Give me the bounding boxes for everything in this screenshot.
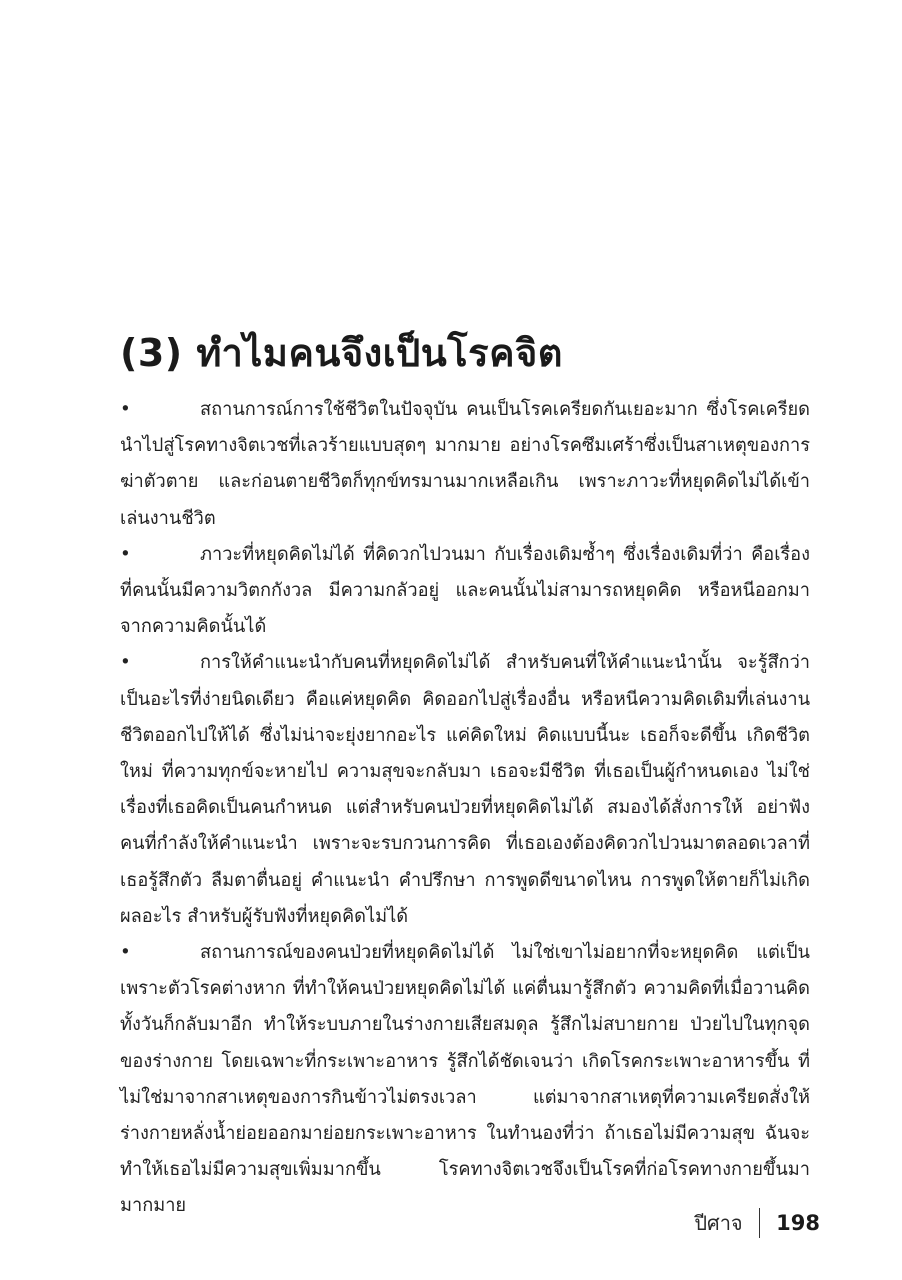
bullet-paragraph: [120, 537, 810, 646]
footer-divider: [759, 1208, 761, 1238]
running-title: ปีศาจ: [694, 1211, 743, 1235]
paragraph-text: สถานการณ์การใช้ชีวิตในปัจจุบัน คนเป็นโรคเครียดกันเยอะมาก ซึ่งโรคเครียดนำไปสู่โรคทางจิตเวชที่เลวร้ายแบบสุดๆ มากมาย อย่างโรคซึมเศร้าซึ่งเป็นสาเหตุของการฆ่าตัวตาย และก่อนตายชีวิตก็ทุกข์ทรมานมากเหลือเกิน เพราะภาวะที่หยุดคิดไม่ได้เข้าเล่นงานชีวิต: [120, 399, 810, 529]
paragraph-text: การให้คำแนะนำกับคนที่หยุดคิดไม่ได้ สำหรับคนที่ให้คำแนะนำนั้น จะรู้สึกว่าเป็นอะไรที่ง่ายนิดเดียว คือแค่หยุดคิด คิดออกไปสู่เรื่องอื่น หรือหนีความคิดเดิมที่เล่นงานชีวิตออกไปให้ได้ ซึ่งไม่น่าจะยุ่งยากอะไร แค่คิดใหม่ คิดแบบนี้นะ เธอก็จะดีขึ้น เกิดชีวิตใหม่ ที่ความทุกข์จะหายไป ความสุขจะกลับมา เธอจะมีชีวิต ที่เธอเป็นผู้กำหนดเอง ไม่ใช่เรื่องที่เธอคิดเป็นคนกำหนด แต่สำหรับคนป่วยที่หยุดคิดไม่ได้ สมองได้สั่งการให้ อย่าฟังคนที่กำลังให้คำแนะนำ เพราะจะรบกวนการคิด ที่เธอเองต้องคิดวกไปวนมาตลอดเวลาที่เธอรู้สึกตัว ลืมตาตื่นอยู่ คำแนะนำ คำปรึกษา การพูดดีขนาดไหน การพูดให้ตายก็ไม่เกิดผลอะไร สำหรับผู้รับฟังที่หยุดคิดไม่ได้: [120, 652, 810, 927]
chapter-heading: (3) ทำไมคนจึงเป็นโรคจิต: [120, 331, 563, 376]
bullet-marker: •: [120, 652, 131, 674]
bullet-paragraph: [120, 392, 810, 537]
paragraph-text: ภาวะที่หยุดคิดไม่ได้ ที่คิดวกไปวนมา กับเรื่องเดิมซ้ำๆ ซึ่งเรื่องเดิมที่ว่า คือเรื่องที่คนนั้นมีความวิตกกังวล มีความกลัวอยู่ และคนนั้นไม่สามารถหยุดคิด หรือหนีออกมาจากความคิดนั้นได้: [120, 543, 810, 638]
bullet-marker: •: [120, 543, 131, 565]
bullet-marker: •: [120, 399, 131, 420]
page-footer: [694, 1203, 820, 1243]
bullet-marker: •: [120, 942, 131, 964]
bullet-paragraph: [120, 645, 810, 935]
bullet-paragraph: [120, 935, 810, 1225]
paragraph-text: สถานการณ์ของคนป่วยที่หยุดคิดไม่ได้ ไม่ใช่เขาไม่อยากที่จะหยุดคิด แต่เป็นเพราะตัวโรคต่างหาก ที่ทำให้คนป่วยหยุดคิดไม่ได้ แค่ตื่นมารู้สึกตัว ความคิดที่เมื่อวานคิดทั้งวันก็กลับมาอีก ทำให้ระบบภายในร่างกายเสียสมดุล รู้สึกไม่สบายกาย ป่วยไปในทุกจุดของร่างกาย โดยเฉพาะที่กระเพาะอาหาร รู้สึกได้ชัดเจนว่า เกิดโรคกระเพาะอาหารขึ้น ที่ไม่ใช่มาจากสาเหตุของการกินข้าวไม่ตรงเวลา แต่มาจากสาเหตุที่ความเครียดสั่งให้ร่างกายหลั่งน้ำย่อยออกมาย่อยกระเพาะอาหาร ในทำนองที่ว่า ถ้าเธอไม่มีความสุข ฉันจะทำให้เธอไม่มีความสุขเพิ่มมากขึ้น โรคทางจิตเวชจึงเป็นโรคที่ก่อโรคทางกายขึ้นมามากมาย: [120, 942, 810, 1217]
body-text: [120, 392, 810, 1225]
page-number: 198: [776, 1211, 820, 1235]
